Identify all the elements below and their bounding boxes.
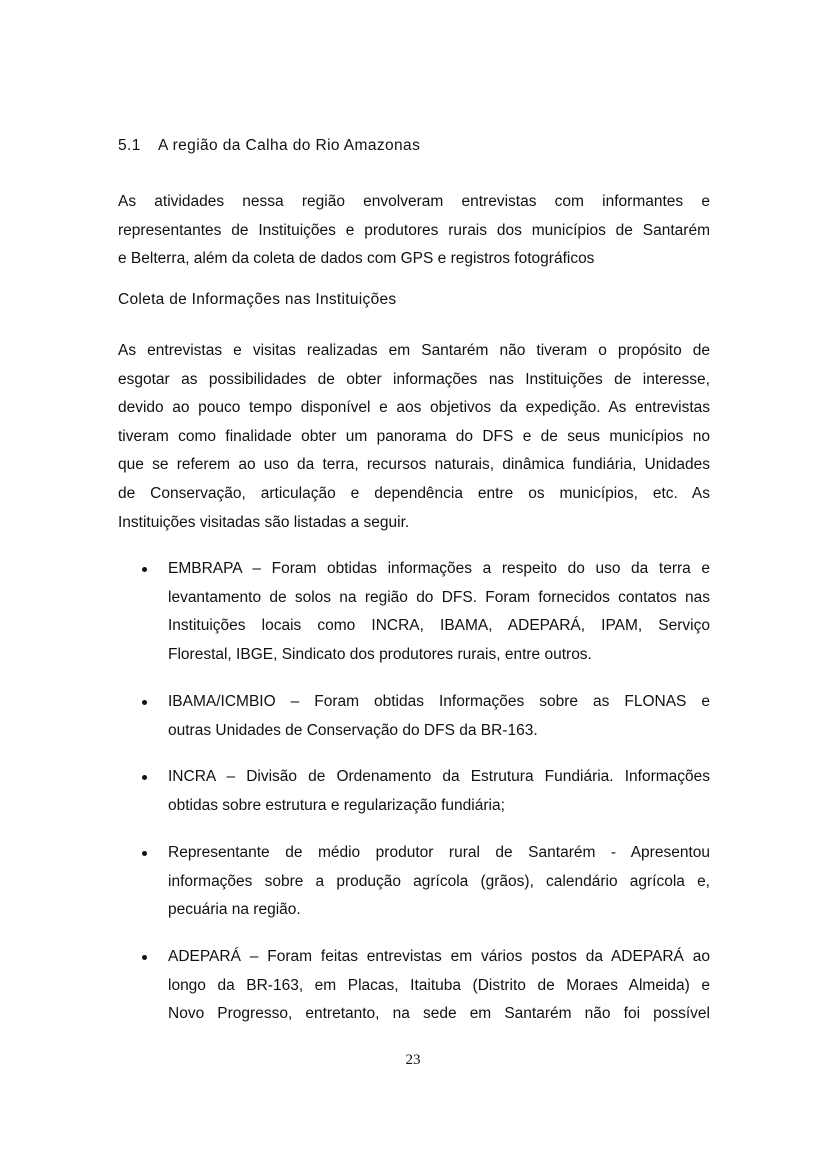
paragraph-line: tiveram como finalidade obter um panorama do DFS e de seus municípios no <box>118 427 710 445</box>
list-item-line: IBAMA/ICMBIO – Foram obtidas Informações sobre as FLONAS e <box>168 693 710 710</box>
list-item-line: Instituições locais como INCRA, IBAMA, ADEPARÁ, IPAM, Serviço <box>168 617 710 635</box>
list-item-line: ADEPARÁ – Foram feitas entrevistas em vários postos da ADEPARÁ ao <box>168 948 710 965</box>
list-item-text <box>168 839 710 925</box>
list-item-line: Representante de médio produtor rural de Santarém - Apresentou <box>168 844 710 861</box>
list-item-adepara <box>118 943 710 1029</box>
paragraph-line: de Conservação, articulação e dependência entre os municípios, etc. As <box>118 484 710 502</box>
list-item-line: outras Unidades de Conservação do DFS da BR-163. <box>168 721 538 739</box>
section-heading <box>118 137 420 155</box>
bullet-icon <box>142 700 147 705</box>
intro-paragraph <box>118 188 710 274</box>
bullet-icon <box>142 567 147 572</box>
page-number: 23 <box>405 1052 421 1068</box>
bullet-icon <box>142 775 147 780</box>
paragraph-line: que se referem ao uso da terra, recursos naturais, dinâmica fundiária, Unidades <box>118 456 710 474</box>
paragraph-line: As atividades nessa região envolveram entrevistas com informantes e <box>118 193 710 210</box>
list-item-line: EMBRAPA – Foram obtidas informações a respeito do uso da terra e <box>168 560 710 577</box>
list-item-text <box>168 555 710 669</box>
list-item-line: Florestal, IBGE, Sindicato dos produtores rurais, entre outros. <box>168 645 592 663</box>
paragraph-line: representantes de Instituições e produtores rurais dos municípios de Santarém <box>118 221 710 239</box>
list-item-text <box>168 943 710 1029</box>
list-item-embrapa <box>118 555 710 669</box>
section-number: 5.1 <box>118 137 141 154</box>
section-title: A região da Calha do Rio Amazonas <box>158 137 421 154</box>
list-item-line: pecuária na região. <box>168 901 301 919</box>
list-item-line: levantamento de solos na região do DFS. Foram fornecidos contatos nas <box>168 588 710 606</box>
paragraph-line: e Belterra, além da coleta de dados com GPS e registros fotográficos <box>118 250 595 268</box>
list-item-line: INCRA – Divisão de Ordenamento da Estrutura Fundiária. Informações <box>168 768 710 785</box>
list-item-producer <box>118 839 710 925</box>
list-item-line: obtidas sobre estrutura e regularização fundiária; <box>168 796 505 814</box>
list-item-line: longo da BR-163, em Placas, Itaituba (Distrito de Moraes Almeida) e <box>168 976 710 994</box>
paragraph-line: esgotar as possibilidades de obter informações nas Instituições de interesse, <box>118 370 710 388</box>
list-item-text <box>168 688 710 745</box>
list-item-text <box>168 763 710 820</box>
bullet-icon <box>142 851 147 856</box>
list-item-line: Novo Progresso, entretanto, na sede em Santarém não foi possível <box>168 1005 710 1023</box>
paragraph-line: As entrevistas e visitas realizadas em Santarém não tiveram o propósito de <box>118 342 710 359</box>
subsection-title: Coleta de Informações nas Instituições <box>118 291 397 308</box>
list-item-line: informações sobre a produção agrícola (grãos), calendário agrícola e, <box>168 872 710 890</box>
institutions-paragraph <box>118 337 710 537</box>
list-item-ibama <box>118 688 710 745</box>
paragraph-line: Instituições visitadas são listadas a seguir. <box>118 513 410 531</box>
list-item-incra <box>118 763 710 820</box>
paragraph-line: devido ao pouco tempo disponível e aos objetivos da expedição. As entrevistas <box>118 399 710 417</box>
bullet-icon <box>142 955 147 960</box>
